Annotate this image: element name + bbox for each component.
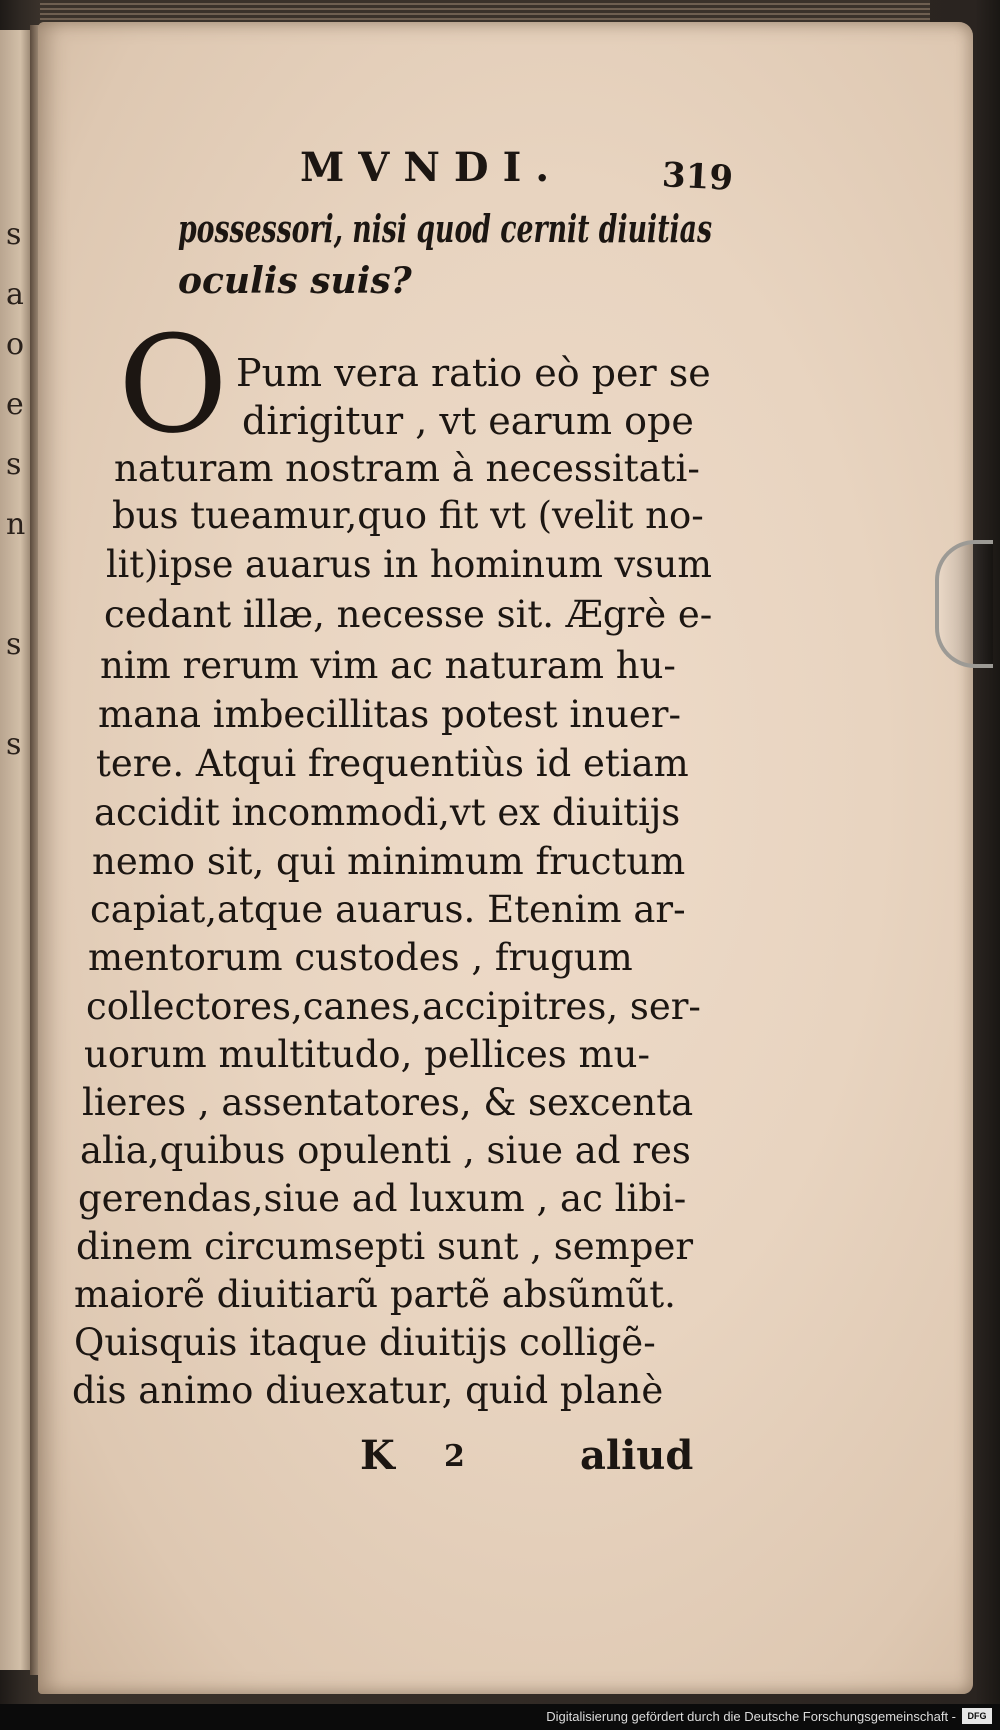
facing-page-fragment: a	[6, 277, 24, 312]
signature-number: 2	[444, 1439, 465, 1474]
body-line: nemo sit, qui minimum fructum	[92, 840, 686, 883]
book-clasp	[935, 540, 993, 668]
body-line: capiat,atque auarus. Etenim ar-	[90, 888, 686, 931]
running-head: MVNDI.	[300, 144, 564, 191]
body-line: tere. Atqui frequentiùs id etiam	[96, 742, 689, 785]
body-line: uorum multitudo, pellices mu-	[84, 1033, 650, 1076]
body-line: Pum vera ratio eò per se	[236, 351, 711, 395]
facing-page-fragment: n	[6, 507, 26, 542]
body-line: gerendas,siue ad luxum , ac libi-	[78, 1177, 687, 1220]
body-line: Quisquis itaque diuitijs colligẽ-	[74, 1321, 656, 1364]
facing-page-fragment: s	[6, 627, 22, 662]
facing-page-edge	[0, 30, 34, 1670]
italic-line: oculis suis?	[178, 260, 412, 302]
italic-line: possessori, nisi quod cernit diuitias	[178, 206, 713, 251]
dfg-logo: DFG	[962, 1708, 992, 1724]
signature-mark: K	[360, 1432, 395, 1479]
body-line: maiorẽ diuitiarũ partẽ absũmũt.	[74, 1273, 676, 1316]
facing-page-fragment: s	[6, 727, 22, 762]
body-line: mana imbecillitas potest inuer-	[98, 693, 681, 736]
body-line: cedant illæ, necesse sit. Ægrè e-	[104, 593, 713, 636]
body-line: dirigitur , vt earum ope	[242, 399, 694, 443]
body-line: alia,quibus opulenti , siue ad res	[80, 1129, 691, 1172]
drop-cap: O	[118, 307, 228, 463]
body-line: collectores,canes,accipitres, ser-	[86, 985, 701, 1028]
facing-page-fragment: o	[6, 327, 25, 362]
body-line: lieres , assentatores, & sexcenta	[82, 1081, 694, 1124]
footer-credit: Digitalisierung gefördert durch die Deutsche Forschungsgemeinschaft -	[546, 1709, 956, 1724]
body-line: accidit incommodi,vt ex diuitijs	[94, 791, 681, 834]
facing-page-fragment: s	[6, 447, 22, 482]
body-line: nim rerum vim ac naturam hu-	[100, 644, 676, 687]
body-line: bus tueamur,quo fit vt (velit no-	[112, 494, 704, 537]
facing-page-fragment: s	[6, 217, 22, 252]
body-line: mentorum custodes , frugum	[88, 936, 633, 979]
body-line: dis animo diuexatur, quid planè	[72, 1369, 664, 1412]
body-line: naturam nostram à necessitati-	[114, 447, 700, 490]
body-line: dinem circumsepti sunt , semper	[76, 1225, 694, 1268]
body-line: lit)ipse auarus in hominum vsum	[106, 543, 712, 586]
page-number: 319	[661, 155, 734, 199]
facing-page-fragment: e	[6, 387, 24, 422]
catchword: aliud	[580, 1432, 694, 1479]
